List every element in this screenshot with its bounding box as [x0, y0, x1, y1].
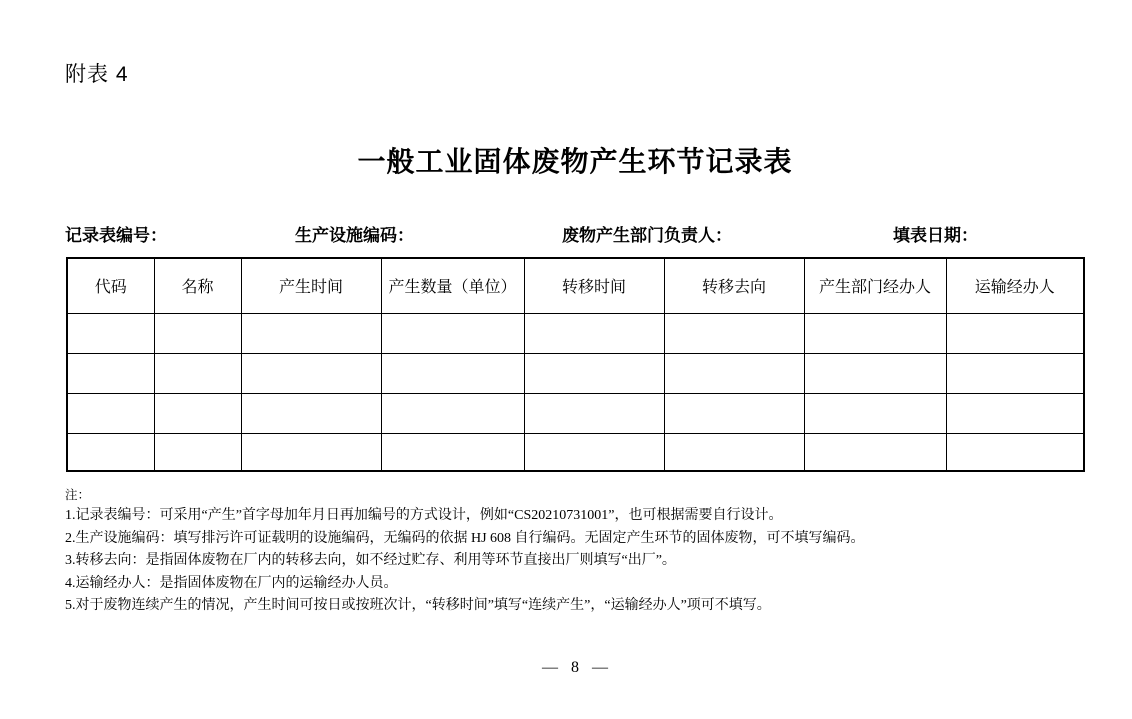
empty-cell — [804, 353, 946, 393]
empty-cell — [381, 393, 524, 433]
empty-cell — [804, 433, 946, 471]
empty-cell — [381, 353, 524, 393]
notes-label: 注： — [65, 488, 91, 502]
empty-cell — [664, 313, 804, 353]
note-item: 2.生产设施编码：填写排污许可证载明的设施编码，无编码的依据 HJ 608 自行编码。无固定产生环节的固体废物，可不填写编码。 — [65, 530, 865, 546]
table-header-row — [67, 258, 1084, 313]
column-header-transport-handler: 运输经办人 — [946, 258, 1084, 313]
empty-cell — [241, 353, 381, 393]
empty-cell — [154, 393, 241, 433]
footer-dash-left: — — [542, 659, 558, 676]
column-header-code: 代码 — [67, 258, 154, 313]
table-row — [67, 393, 1084, 433]
note-item: 3.转移去向：是指固体废物在厂内的转移去向，如不经过贮存、利用等环节直接出厂则填写“出厂”。 — [65, 553, 676, 569]
footer-page-number: 8 — [571, 659, 579, 676]
facility-code-label: 生产设施编码： — [295, 226, 414, 245]
column-header-generation-time: 产生时间 — [241, 258, 381, 313]
empty-cell — [524, 353, 664, 393]
empty-cell — [67, 393, 154, 433]
column-header-department-handler: 产生部门经办人 — [804, 258, 946, 313]
note-item: 5.对于废物连续产生的情况，产生时间可按日或按班次计，“转移时间”填写“连续产生”，“运输经办人”项可不填写。 — [65, 598, 771, 614]
footer-dash-right: — — [592, 659, 608, 676]
empty-cell — [154, 313, 241, 353]
column-header-transfer-destination: 转移去向 — [664, 258, 804, 313]
empty-cell — [241, 313, 381, 353]
empty-cell — [67, 313, 154, 353]
department-head-label: 废物产生部门负责人： — [562, 226, 732, 245]
empty-cell — [804, 393, 946, 433]
empty-cell — [664, 353, 804, 393]
record-number-label: 记录表编号： — [65, 226, 167, 245]
empty-cell — [946, 433, 1084, 471]
note-item: 4.运输经办人：是指固体废物在厂内的运输经办人员。 — [65, 575, 398, 591]
empty-cell — [946, 393, 1084, 433]
column-header-transfer-time: 转移时间 — [524, 258, 664, 313]
column-header-generation-quantity: 产生数量（单位） — [381, 258, 524, 313]
empty-cell — [381, 313, 524, 353]
empty-cell — [241, 433, 381, 471]
waste-record-table — [66, 257, 1085, 472]
empty-cell — [946, 353, 1084, 393]
empty-cell — [67, 353, 154, 393]
table-row — [67, 353, 1084, 393]
empty-cell — [524, 433, 664, 471]
empty-cell — [804, 313, 946, 353]
empty-cell — [524, 393, 664, 433]
empty-cell — [946, 313, 1084, 353]
table-row — [67, 313, 1084, 353]
column-header-name: 名称 — [154, 258, 241, 313]
empty-cell — [154, 353, 241, 393]
notes-section — [65, 485, 1065, 618]
attachment-label: 附表 4 — [65, 63, 129, 86]
empty-cell — [154, 433, 241, 471]
empty-cell — [524, 313, 664, 353]
table-row — [67, 433, 1084, 471]
empty-cell — [67, 433, 154, 471]
page-footer — [65, 659, 1085, 677]
form-header-row — [0, 221, 1132, 245]
empty-cell — [241, 393, 381, 433]
empty-cell — [664, 433, 804, 471]
fill-date-label: 填表日期： — [893, 226, 978, 245]
empty-cell — [664, 393, 804, 433]
page-title: 一般工业固体废物产生环节记录表 — [357, 146, 793, 177]
note-item: 1.记录表编号：可采用“产生”首字母加年月日再加编号的方式设计，例如“CS20210731001”，也可根据需要自行设计。 — [65, 508, 783, 523]
empty-cell — [381, 433, 524, 471]
